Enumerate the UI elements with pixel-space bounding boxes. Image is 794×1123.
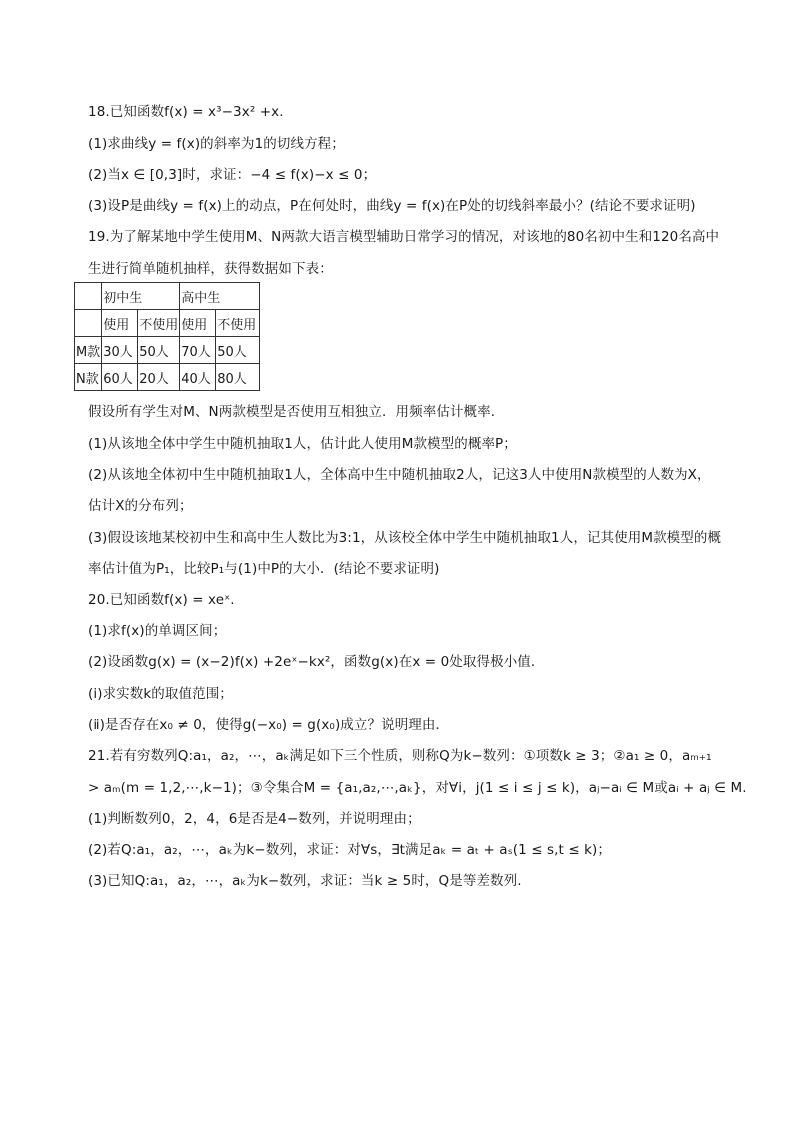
table-cell: 60人 xyxy=(102,364,138,391)
q18-part2: (2)当x ∈ [0,3]时，求证：−4 ≤ f(x)−x ≤ 0； xyxy=(88,167,377,183)
q21-stem-line1: 21.若有穷数列Q:a₁，a₂，⋯，aₖ满足如下三个性质，则称Q为k−数列：①项数k ≥ 3；②a₁ ≥ 0，aₘ₊₁ xyxy=(88,748,712,764)
q20-part2-i: (ⅰ)求实数k的取值范围； xyxy=(88,686,233,702)
q18-part3: (3)设P是曲线y = f(x)上的动点，P在何处时，曲线y = f(x)在P处的切线斜率最小？(结论不要求证明) xyxy=(88,198,696,214)
q18-stem: 18.已知函数f(x) = x³−3x² +x. xyxy=(88,104,284,120)
table-subheader: 不使用 xyxy=(138,310,180,337)
table-subheader: 不使用 xyxy=(216,310,260,337)
table-group-header: 高中生 xyxy=(180,283,260,310)
table-empty-cell xyxy=(75,310,102,337)
table-corner-cell xyxy=(75,283,102,310)
table-cell: 40人 xyxy=(180,364,216,391)
table-cell: 20人 xyxy=(138,364,180,391)
q18-part1: (1)求曲线y = f(x)的斜率为1的切线方程； xyxy=(88,136,345,152)
table-cell: 80人 xyxy=(216,364,260,391)
q19-stem-line1: 19.为了解某地中学生使用M、N两款大语言模型辅助日常学习的情况，对该地的80名初中生和120名高中 xyxy=(88,229,720,245)
table-row xyxy=(75,364,260,391)
table-header-row xyxy=(75,283,260,310)
q20-stem: 20.已知函数f(x) = xeˣ. xyxy=(88,592,235,608)
table-cell: 50人 xyxy=(216,337,260,364)
q19-part3-line1: (3)假设该地某校初中生和高中生人数比为3:1，从该校全体中学生中随机抽取1人，记其使用M款模型的概 xyxy=(88,530,722,546)
table-subheader-row xyxy=(75,310,260,337)
q19-stem-line2: 生进行简单随机抽样，获得数据如下表： xyxy=(88,261,333,277)
q20-part2-ii: (ⅱ)是否存在x₀ ≠ 0，使得g(−x₀) = g(x₀)成立？说明理由． xyxy=(88,717,450,733)
q20-part2: (2)设函数g(x) = (x−2)f(x) +2eˣ−kx²，函数g(x)在x = 0处取得极小值． xyxy=(88,654,545,670)
survey-table xyxy=(74,282,260,391)
q21-stem-line2: > aₘ(m = 1,2,⋯,k−1)；③令集合M = {a₁,a₂,⋯,aₖ}，对∀i，j(1 ≤ i ≤ j ≤ k)，aⱼ−aᵢ ∈ M或aᵢ + aⱼ ∈ M. xyxy=(88,780,747,796)
q21-part3: (3)已知Q:a₁，a₂，⋯，aₖ为k−数列，求证：当k ≥ 5时，Q是等差数列. xyxy=(88,873,522,889)
table-cell: 50人 xyxy=(138,337,180,364)
q19-assumption: 假设所有学生对M、N两款模型是否使用互相独立．用频率估计概率． xyxy=(88,404,505,420)
table-row-label: N款 xyxy=(75,364,102,391)
table-row xyxy=(75,337,260,364)
q20-part1: (1)求f(x)的单调区间； xyxy=(88,623,227,639)
table-subheader: 使用 xyxy=(180,310,216,337)
table-cell: 30人 xyxy=(102,337,138,364)
q21-part1: (1)判断数列0，2，4，6是否是4−数列，并说明理由； xyxy=(88,811,421,827)
table-row-label: M款 xyxy=(75,337,102,364)
q21-part2: (2)若Q:a₁，a₂，⋯，aₖ为k−数列，求证：对∀s，∃t满足aₖ = aₜ + aₛ(1 ≤ s,t ≤ k)； xyxy=(88,842,612,858)
q19-part2-line2: 估计X的分布列； xyxy=(88,498,193,514)
q19-part2-line1: (2)从该地全体初中生中随机抽取1人，全体高中生中随机抽取2人，记这3人中使用N款模型的人数为X， xyxy=(88,467,711,483)
table-cell: 70人 xyxy=(180,337,216,364)
table-group-header: 初中生 xyxy=(102,283,180,310)
q19-part1: (1)从该地全体中学生中随机抽取1人，估计此人使用M款模型的概率P； xyxy=(88,436,517,452)
q19-part3-line2: 率估计值为P₁，比较P₁与(1)中P的大小．(结论不要求证明) xyxy=(88,561,440,577)
table-subheader: 使用 xyxy=(102,310,138,337)
